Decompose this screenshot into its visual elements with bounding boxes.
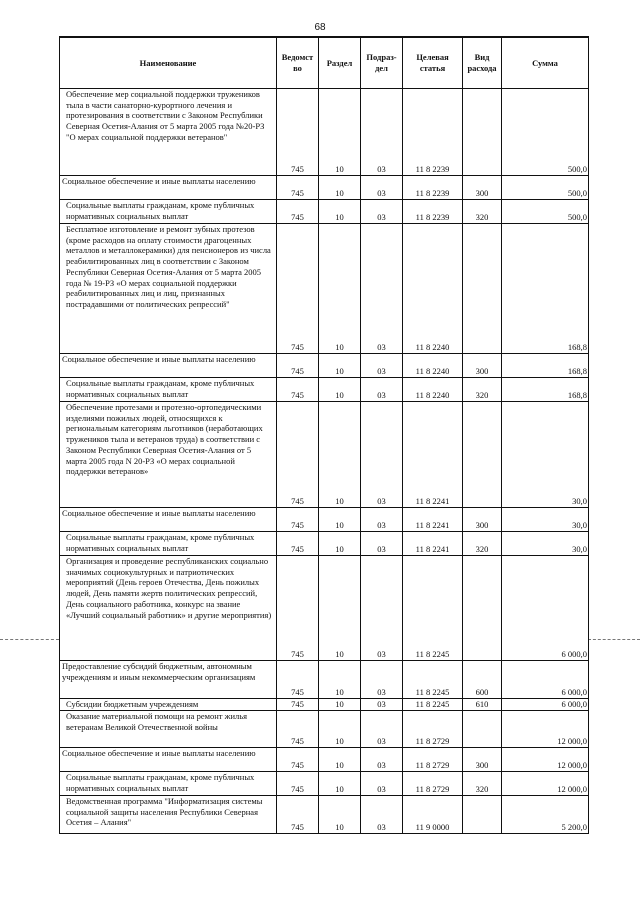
table-row — [60, 378, 589, 402]
table-row — [60, 224, 589, 354]
header-razdel: Раздел — [319, 37, 361, 89]
cell-sum: 6 000,0 — [502, 661, 589, 699]
cell-cs: 11 8 2245 — [403, 556, 463, 661]
cell-sum: 500,0 — [502, 176, 589, 200]
cell-cs: 11 8 2239 — [403, 89, 463, 176]
cell-raz: 10 — [319, 89, 361, 176]
cell-cs: 11 8 2729 — [403, 748, 463, 772]
cell-sum: 500,0 — [502, 89, 589, 176]
cell-raz: 10 — [319, 748, 361, 772]
cell-name: Социальное обеспечение и иные выплаты населению — [60, 508, 277, 532]
cell-pod: 03 — [361, 661, 403, 699]
cell-vid — [463, 224, 502, 354]
cell-ved: 745 — [277, 176, 319, 200]
cell-vid: 300 — [463, 748, 502, 772]
cell-pod: 03 — [361, 354, 403, 378]
cell-raz: 10 — [319, 711, 361, 748]
cell-sum: 168,8 — [502, 378, 589, 402]
table-row — [60, 354, 589, 378]
cell-name: Социальное обеспечение и иные выплаты населению — [60, 176, 277, 200]
cell-ved: 745 — [277, 699, 319, 711]
cell-cs: 11 8 2239 — [403, 176, 463, 200]
cell-vid: 610 — [463, 699, 502, 711]
cell-vid: 300 — [463, 508, 502, 532]
cell-ved: 745 — [277, 508, 319, 532]
table-row — [60, 532, 589, 556]
header-podrazdel: Подраз- дел — [361, 37, 403, 89]
table-row — [60, 748, 589, 772]
cell-raz: 10 — [319, 661, 361, 699]
cell-name: Социальные выплаты гражданам, кроме публичных нормативных социальных выплат — [60, 200, 277, 224]
cell-cs: 11 8 2240 — [403, 224, 463, 354]
table-row — [60, 402, 589, 508]
cell-vid: 320 — [463, 378, 502, 402]
cell-cs: 11 8 2245 — [403, 699, 463, 711]
cell-ved: 745 — [277, 711, 319, 748]
header-vid: Вид расхода — [463, 37, 502, 89]
cell-name: Оказание материальной помощи на ремонт жилья ветеранам Великой Отечественной войны — [60, 711, 277, 748]
cell-cs: 11 9 0000 — [403, 796, 463, 834]
cell-sum: 168,8 — [502, 224, 589, 354]
cell-pod: 03 — [361, 176, 403, 200]
header-vedomstvo: Ведомст во — [277, 37, 319, 89]
cell-vid — [463, 402, 502, 508]
cell-sum: 12 000,0 — [502, 748, 589, 772]
cell-raz: 10 — [319, 402, 361, 508]
header-summa: Сумма — [502, 37, 589, 89]
table-row — [60, 508, 589, 532]
cell-cs: 11 8 2240 — [403, 378, 463, 402]
cell-vid — [463, 89, 502, 176]
cell-ved: 745 — [277, 796, 319, 834]
cell-pod: 03 — [361, 89, 403, 176]
table-row — [60, 661, 589, 699]
cell-sum: 5 200,0 — [502, 796, 589, 834]
cell-pod: 03 — [361, 748, 403, 772]
cell-raz: 10 — [319, 354, 361, 378]
cell-ved: 745 — [277, 402, 319, 508]
cell-pod: 03 — [361, 402, 403, 508]
header-name: Наименование — [60, 37, 277, 89]
cell-name: Обеспечение протезами и протезно-ортопедическими изделиями пожилых людей, относящихся к региональным категориям льготников (неработающих тружеников тыла и ветеранов труда) в соответствии с Законом Республики Северная Осетия-Алания от 5 марта 2005 года N 20-РЗ «О мерах социальной поддержки ветеранов» — [60, 402, 277, 508]
cell-vid: 320 — [463, 532, 502, 556]
cell-name: Предоставление субсидий бюджетным, автономным учреждениям и иным некоммерческим организациям — [60, 661, 277, 699]
page-number: 68 — [314, 22, 326, 33]
cell-vid: 320 — [463, 772, 502, 796]
cell-pod: 03 — [361, 200, 403, 224]
table-row — [60, 699, 589, 711]
cell-vid — [463, 711, 502, 748]
cell-raz: 10 — [319, 378, 361, 402]
cell-ved: 745 — [277, 748, 319, 772]
cell-vid — [463, 796, 502, 834]
table-row — [60, 200, 589, 224]
cell-name: Субсидии бюджетным учреждениям — [60, 699, 277, 711]
cell-cs: 11 8 2241 — [403, 402, 463, 508]
cell-vid: 300 — [463, 354, 502, 378]
cell-sum: 12 000,0 — [502, 772, 589, 796]
cell-name: Социальные выплаты гражданам, кроме публичных нормативных социальных выплат — [60, 532, 277, 556]
cell-sum: 12 000,0 — [502, 711, 589, 748]
cell-pod: 03 — [361, 796, 403, 834]
cell-sum: 6 000,0 — [502, 556, 589, 661]
cell-cs: 11 8 2729 — [403, 772, 463, 796]
table-row — [60, 176, 589, 200]
cell-pod: 03 — [361, 699, 403, 711]
cell-ved: 745 — [277, 532, 319, 556]
cell-raz: 10 — [319, 772, 361, 796]
cell-cs: 11 8 2241 — [403, 508, 463, 532]
cell-pod: 03 — [361, 508, 403, 532]
cell-raz: 10 — [319, 224, 361, 354]
cell-vid: 300 — [463, 176, 502, 200]
cell-pod: 03 — [361, 556, 403, 661]
cell-cs: 11 8 2240 — [403, 354, 463, 378]
cell-raz: 10 — [319, 556, 361, 661]
cell-pod: 03 — [361, 711, 403, 748]
cell-raz: 10 — [319, 796, 361, 834]
cell-ved: 745 — [277, 354, 319, 378]
table-row — [60, 711, 589, 748]
cell-sum: 6 000,0 — [502, 699, 589, 711]
cell-raz: 10 — [319, 508, 361, 532]
cell-vid — [463, 556, 502, 661]
cell-ved: 745 — [277, 378, 319, 402]
table-row — [60, 89, 589, 176]
cell-cs: 11 8 2729 — [403, 711, 463, 748]
fold-line-left — [0, 639, 59, 640]
cell-pod: 03 — [361, 772, 403, 796]
cell-name: Социальное обеспечение и иные выплаты населению — [60, 354, 277, 378]
cell-cs: 11 8 2245 — [403, 661, 463, 699]
cell-cs: 11 8 2241 — [403, 532, 463, 556]
cell-name: Ведомственная программа "Информатизация системы социальной защиты населения Республики Северная Осетия – Алания" — [60, 796, 277, 834]
cell-ved: 745 — [277, 89, 319, 176]
cell-cs: 11 8 2239 — [403, 200, 463, 224]
cell-ved: 745 — [277, 772, 319, 796]
table-row — [60, 556, 589, 661]
cell-raz: 10 — [319, 200, 361, 224]
cell-sum: 30,0 — [502, 402, 589, 508]
cell-pod: 03 — [361, 224, 403, 354]
cell-name: Организация и проведение республиканских социально значимых социокультурных и патриотических мероприятий (День героев Отечества, День пожилых людей, День памяти жертв политических репрессий, День социального работника, конкурс на звание «Лучший социальный работник» и другие мероприятия) — [60, 556, 277, 661]
cell-name: Социальные выплаты гражданам, кроме публичных нормативных социальных выплат — [60, 378, 277, 402]
cell-vid: 600 — [463, 661, 502, 699]
table-row — [60, 772, 589, 796]
cell-pod: 03 — [361, 532, 403, 556]
cell-sum: 30,0 — [502, 508, 589, 532]
cell-ved: 745 — [277, 556, 319, 661]
cell-name: Бесплатное изготовление и ремонт зубных протезов (кроме расходов на оплату стоимости драгоценных металлов и металлокерамики) для пенсионеров из числа реабилитированных лиц в соответствии с Законом Республики Северная Осетия-Алания от 5 марта 2005 года № 19-РЗ «О мерах социальной поддержки реабилитированных лиц и лиц, признанных пострадавшими от политических репрессий" — [60, 224, 277, 354]
cell-sum: 500,0 — [502, 200, 589, 224]
cell-name: Социальное обеспечение и иные выплаты населению — [60, 748, 277, 772]
cell-name: Обеспечение мер социальной поддержки тружеников тыла в части санаторно-курортного лечения и протезирования в соответствии с Законом Республики Северная Осетия-Алания от 5 марта 2005 года №20-РЗ "О мерах социальной поддержки ветеранов" — [60, 89, 277, 176]
cell-vid: 320 — [463, 200, 502, 224]
fold-line-right — [588, 639, 640, 640]
cell-raz: 10 — [319, 699, 361, 711]
cell-ved: 745 — [277, 200, 319, 224]
table-header-row — [60, 37, 589, 89]
budget-table — [59, 36, 589, 834]
cell-sum: 30,0 — [502, 532, 589, 556]
cell-raz: 10 — [319, 532, 361, 556]
cell-raz: 10 — [319, 176, 361, 200]
cell-sum: 168,8 — [502, 354, 589, 378]
cell-ved: 745 — [277, 224, 319, 354]
header-tselevaya: Целевая статья — [403, 37, 463, 89]
cell-pod: 03 — [361, 378, 403, 402]
table-row — [60, 796, 589, 834]
cell-ved: 745 — [277, 661, 319, 699]
cell-name: Социальные выплаты гражданам, кроме публичных нормативных социальных выплат — [60, 772, 277, 796]
